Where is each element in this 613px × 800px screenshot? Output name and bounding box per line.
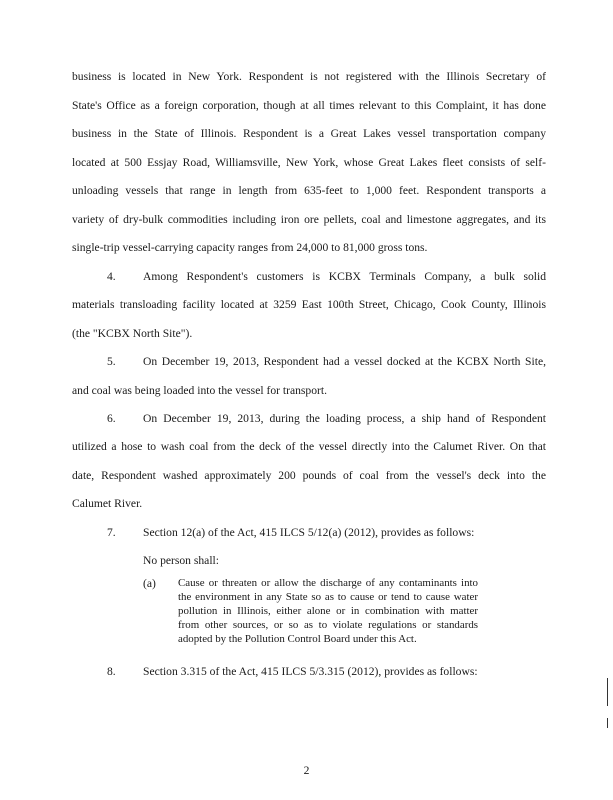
- paragraph-4-line-3: (the "KCBX North Site").: [72, 327, 193, 340]
- paragraph-7-quote-line-5: adopted by the Pollution Control Board under this Act.: [178, 633, 417, 645]
- paragraph-6-line-2: utilized a hose to wash coal from the deck of the vessel directly into the Calumet River. On that: [72, 440, 546, 453]
- paragraph-8-text: Section 3.315 of the Act, 415 ILCS 5/3.315 (2012), provides as follows:: [143, 665, 478, 678]
- paragraph-3-line-7: single-trip vessel-carrying capacity ranges from 24,000 to 81,000 gross tons.: [72, 241, 428, 254]
- paragraph-7-quote-line-1: Cause or threaten or allow the discharge of any contaminants into: [178, 577, 478, 589]
- paragraph-7-quote-line-4: from other sources, or so as to violate regulations or standards: [178, 619, 478, 631]
- paragraph-4-line-2: materials transloading facility located at 3259 East 100th Street, Chicago, Cook County, Illinois: [72, 298, 546, 311]
- paragraph-7-number: 7.: [107, 526, 116, 539]
- paragraph-7-text: Section 12(a) of the Act, 415 ILCS 5/12(a) (2012), provides as follows:: [143, 526, 475, 539]
- paragraph-5-line-1: On December 19, 2013, Respondent had a vessel docked at the KCBX North Site,: [143, 355, 546, 368]
- paragraph-7-quote-line-2: the environment in any State so as to cause or tend to cause water: [178, 591, 478, 603]
- margin-mark: [607, 678, 608, 706]
- paragraph-4-number: 4.: [107, 270, 116, 283]
- paragraph-6-line-1: On December 19, 2013, during the loading process, a ship hand of Respondent: [143, 412, 546, 425]
- paragraph-6-number: 6.: [107, 412, 116, 425]
- paragraph-3-line-5: unloading vessels that range in length from 635-feet to 1,000 feet. Respondent transports a: [72, 184, 546, 197]
- paragraph-7-item-label: (a): [143, 577, 156, 590]
- paragraph-3-line-4: located at 500 Essjay Road, Williamsville, New York, whose Great Lakes fleet consists of self-: [72, 156, 546, 169]
- paragraph-6-line-4: Calumet River.: [72, 497, 143, 510]
- paragraph-3-line-1: business is located in New York. Respondent is not registered with the Illinois Secretary of: [72, 70, 546, 83]
- paragraph-6-line-3: date, Respondent washed approximately 200 pounds of coal from the vessel's deck into the: [72, 469, 546, 482]
- paragraph-7-subhead: No person shall:: [143, 554, 219, 567]
- margin-mark: [607, 718, 608, 728]
- paragraph-3-line-2: State's Office as a foreign corporation, though at all times relevant to this Complaint, it has done: [72, 99, 546, 112]
- paragraph-3-line-6: variety of dry-bulk commodities including iron ore pellets, coal and limestone aggregates, and its: [72, 213, 546, 226]
- page-number: 2: [303, 764, 310, 777]
- paragraph-7-quote-line-3: pollution in Illinois, either alone or in combination with matter: [178, 605, 478, 617]
- paragraph-4-line-1: Among Respondent's customers is KCBX Terminals Company, a bulk solid: [143, 270, 546, 283]
- paragraph-5-number: 5.: [107, 355, 116, 368]
- paragraph-8-number: 8.: [107, 665, 116, 678]
- paragraph-3-line-3: business in the State of Illinois. Respondent is a Great Lakes vessel transportation company: [72, 127, 546, 140]
- paragraph-5-line-2: and coal was being loaded into the vessel for transport.: [72, 384, 327, 397]
